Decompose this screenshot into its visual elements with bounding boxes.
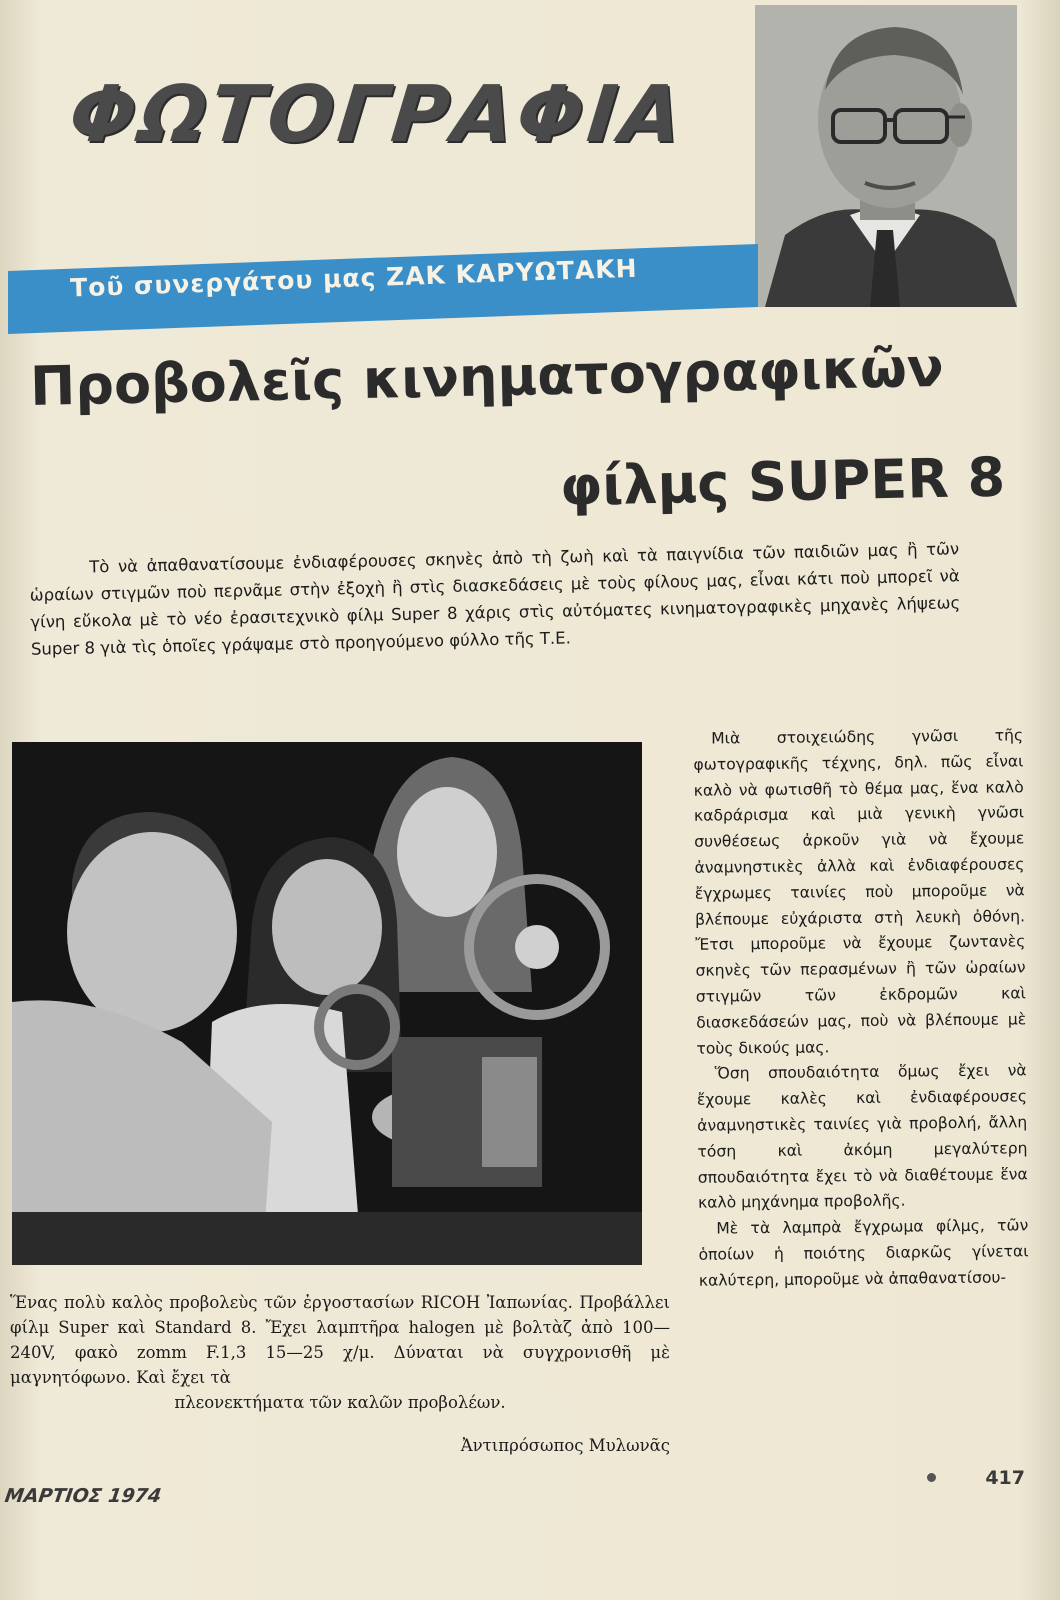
ink-dot — [927, 1473, 936, 1482]
column-paragraph: Ὅση σπουδαιότητα ὅμως ἔχει νὰ ἔχουμε καλὲς καὶ ἐνδιαφέρουσες ἀναμνηστικὲς ταινίες γιὰ προβολή, ἄλλη τόση καὶ ἀκόμη μεγαλύτερη σπουδαιότητα ἔχει τὸ νὰ διαθέτουμε ἕνα καλὸ μηχάνημα προβολῆς. — [696, 1061, 1028, 1213]
byline: Τοῦ συνεργάτου μας ΖΑΚ ΚΑΡΥΩΤΑΚΗ — [69, 253, 639, 303]
headline-line-2: φίλμς SUPER 8 — [559, 445, 1006, 518]
author-portrait — [755, 5, 1017, 307]
column-paragraph: Μὲ τὰ λαμπρὰ ἔγχρωμα φίλμς, τῶν ὁποίων ἡ ποιότης διαρκῶς γίνεται καλύτερη, μποροῦμε νὰ ἀπαθανατίσου- — [698, 1216, 1029, 1290]
caption-text: Ἕνας πολὺ καλὸς προβολεὺς τῶν ἐργοστασίων RICOH Ἰαπωνίας. Προβάλλει φίλμ Super καὶ Standard 8. Ἔχει λαμπτῆρα halogen μὲ βολτὰζ ἀπὸ 100—240V, φακὸ zomm F.1,3 15—25 χ/μ. Δύναται νὰ συγχρονισθῆ μὲ μαγνητόφωνο. Καὶ ἔχει τὰ — [10, 1293, 670, 1387]
column-paragraph: Μιὰ στοιχειώδης γνῶσι τῆς φωτογραφικῆς τέχνης, δηλ. πῶς εἶναι καλὸ νὰ φωτισθῆ τὸ θέμα μας, ἕνα καλὸ καδράρισμα καὶ μιὰ γενικὴ γνῶσι συνθέσεως ἀρκοῦν γιὰ νὰ ἔχουμε ἀναμνηστικὲς ἀλλὰ καὶ ἐνδιαφέρουσες ἔγχρωμες ταινίες ποὺ μποροῦμε νὰ βλέπουμε εὐχάριστα στὴ λευκὴ ὀθόνη. Ἔτσι μποροῦμε νὰ ἔχουμε ζωντανὲς σκηνὲς τῶν περασμένων ἢ τῶν ὡραίων στιγμῶν τῶν ἐκδρομῶν καὶ διασκεδάσεών μας, ποὺ νὰ βλέπουμε μὲ τοὺς δικούς μας. — [693, 726, 1027, 1058]
caption-last-line: πλεονεκτήματα τῶν καλῶν προβολέων. — [174, 1393, 506, 1412]
section-title: ΦΩΤΟΓΡΑΦΙΑ — [65, 70, 690, 160]
body-column — [693, 723, 1029, 1294]
footer-month-year: ΜΑΡΤΙΟΣ 1974 — [3, 1485, 163, 1507]
headline-line-1: Προβολεῖς κινηματογραφικῶν — [29, 335, 945, 418]
intro-paragraph: Τὸ νὰ ἀπαθανατίσουμε ἐνδιαφέρουσες σκηνὲς ἀπὸ τὴ ζωὴ καὶ τὰ παιγνίδια τῶν παιδιῶν μας ἢ τῶν ὡραίων στιγμῶν ποὺ περνᾶμε στὴν ἐξοχὴ ἢ στὶς διασκεδάσεις μὲ τοὺς φίλους μας, εἶναι κάτι ποὺ μπορεῖ νὰ γίνη εὔκολα μὲ τὸ νέο ἐρασιτεχνικὸ φίλμ Super 8 χάρις στὶς αὐτόματες κινηματογραφικὲς μηχανὲς λήψεως Super 8 γιὰ τὶς ὁποῖες γράψαμε στὸ προηγούμενο φύλλο τῆς Τ.Ε. — [29, 539, 961, 659]
page-number: 417 — [985, 1467, 1025, 1489]
photo-caption — [10, 1290, 670, 1415]
projector-photo — [12, 742, 642, 1265]
caption-credit: Ἀντιπρόσωπος Μυλωνᾶς — [460, 1436, 670, 1455]
